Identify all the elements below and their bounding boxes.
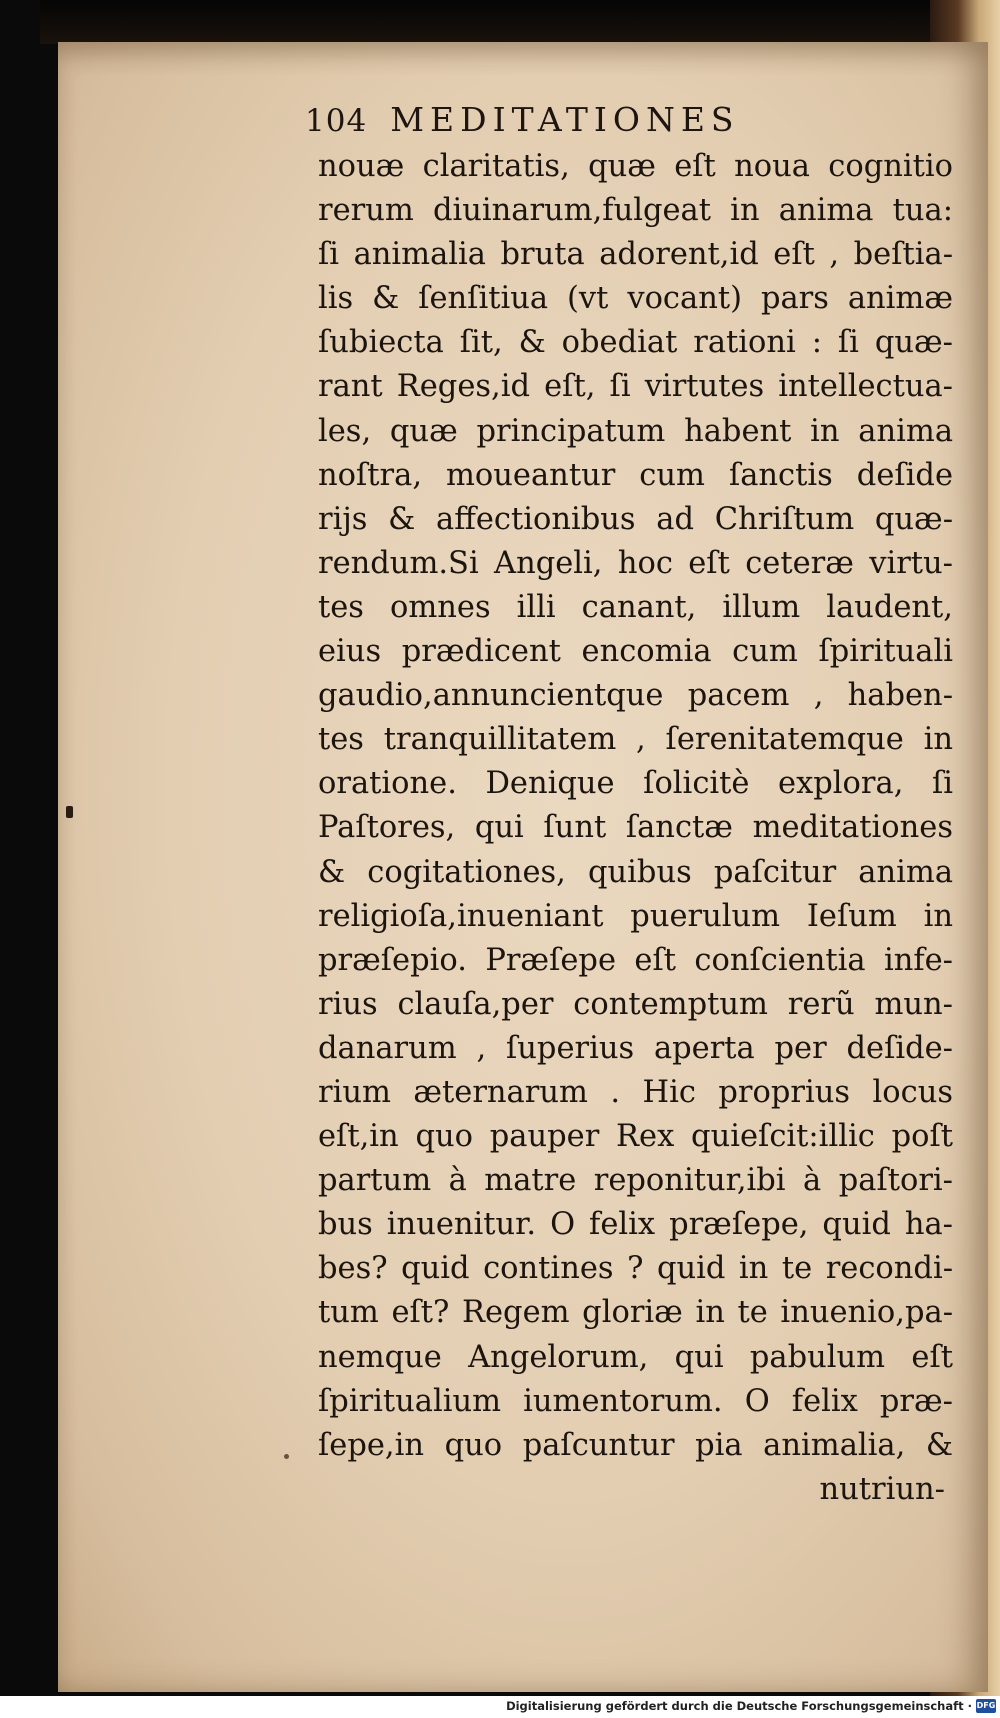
text-line: gaudio,annuncientque pacem , haben- (318, 678, 953, 714)
text-line: eſt,in quo pauper Rex quieſcit:illic poſt (318, 1119, 953, 1155)
text-line: ſi animalia bruta adorent,id eſt , beſtia- (318, 237, 953, 273)
text-line: rium æternarum . Hic proprius locus (318, 1074, 953, 1110)
text-line: nemque Angelorum, qui pabulum eſt (318, 1339, 953, 1375)
page-number: 104 (305, 103, 368, 139)
text-line: bes? quid contines ? quid in te recondi- (318, 1251, 953, 1287)
text-line: & cogitationes, quibus paſcitur anima (318, 854, 953, 890)
text-line: tum eſt? Regem gloriæ in te inuenio,pa- (318, 1295, 953, 1331)
body-text (318, 145, 953, 1512)
top-shadow (40, 0, 1000, 44)
text-line: rius clauſa,per contemptum rerũ mun- (318, 986, 953, 1022)
text-line: nouæ claritatis, quæ eſt noua cognitio (318, 149, 953, 184)
text-line: noſtra, moueantur cum ſanctis deſide (318, 457, 953, 493)
text-line: partum à matre reponitur,ibi à paſtori- (318, 1163, 953, 1199)
text-line: præſepio. Præſepe eſt conſcientia infe- (318, 942, 953, 978)
catchword: nutriun- (819, 1471, 945, 1507)
funding-credit: Digitalisierung gefördert durch die Deutsche Forschungsgemeinschaft · (506, 1699, 972, 1713)
running-title: MEDITATIONES (390, 100, 740, 139)
text-line: rijs & affectionibus ad Chriſtum quæ- (318, 501, 953, 537)
text-line: rerum diuinarum,fulgeat in anima tua: (318, 193, 953, 229)
text-line: tes omnes illi canant, illum laudent, (318, 589, 953, 625)
text-line: rant Reges,id eſt, ſi virtutes intellectua- (318, 369, 953, 405)
page-header (305, 100, 945, 146)
text-line: danarum , ſuperius aperta per deſide- (318, 1030, 953, 1066)
text-line: tes tranquillitatem , ſerenitatemque in (318, 722, 953, 758)
text-line: les, quæ principatum habent in anima (318, 413, 953, 449)
text-line: ſepe,in quo paſcuntur pia animalia, & (318, 1427, 953, 1463)
text-line: rendum.Si Angeli, hoc eſt ceteræ virtu- (318, 545, 953, 581)
text-line: bus inuenitur. O felix præſepe, quid ha- (318, 1207, 953, 1243)
text-line: eius prædicent encomia cum ſpirituali (318, 634, 953, 670)
text-line: lis & ſenſitiua (vt vocant) pars animæ (318, 281, 953, 317)
text-line: oratione. Denique ſolicitè explora, ſi (318, 766, 953, 802)
text-line: religioſa,inueniant puerulum Ieſum in (318, 898, 953, 934)
text-line: Paſtores, qui ſunt ſanctæ meditationes (318, 810, 953, 846)
text-line: ſubiecta ſit, & obediat rationi : ſi quæ- (318, 325, 953, 361)
margin-speck (284, 1454, 289, 1459)
margin-mark (66, 806, 73, 818)
dfg-logo-icon: DFG (976, 1699, 996, 1713)
text-line: ſpiritualium iumentorum. O felix præ- (318, 1383, 953, 1419)
